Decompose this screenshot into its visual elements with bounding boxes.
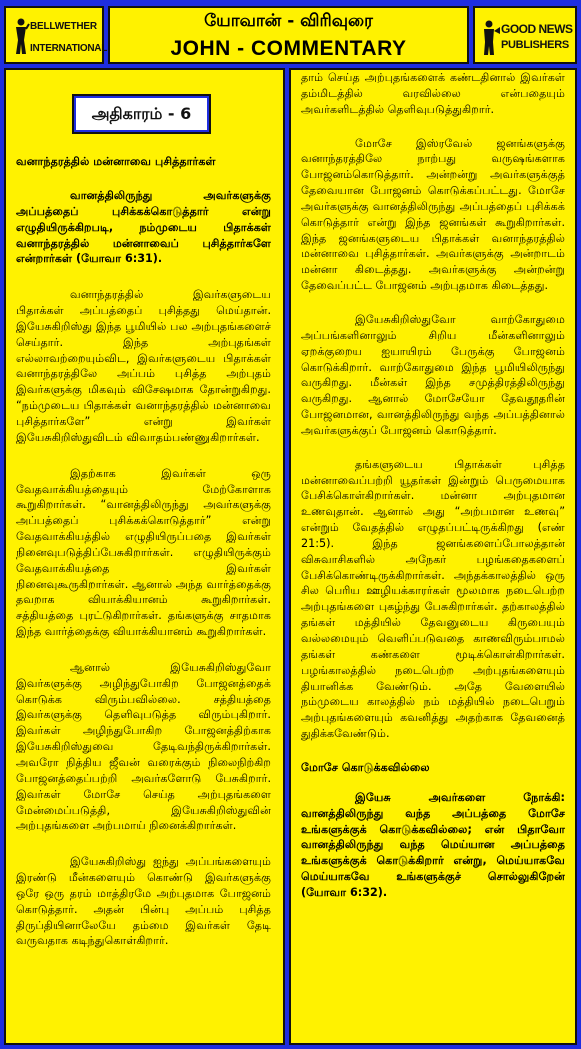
logo-left-line2: INTERNATIONAL — [30, 43, 108, 54]
scripture-quote-6-31: வானத்திலிருந்து அவர்களுக்கு அப்பத்தைப் புசிக்கக்கொடுத்தார் என்று எழுதியிருக்கிறபடி, நம்முடைய பிதாக்கள் வனாந்தரத்தில் மன்னாவைப் புசித்தார்களே என்றார்கள் (யோவா 6:31). — [16, 189, 271, 266]
title-box — [108, 6, 469, 64]
herald-icon — [481, 19, 501, 57]
right-column — [289, 68, 577, 1045]
good-news-logo — [473, 6, 577, 64]
logo-right-line2: PUBLISHERS — [501, 39, 569, 51]
scripture-quote-6-32: இயேசு அவர்களை நோக்கி: வானத்திலிருந்து வந்த அப்பத்தை மோசே உங்களுக்குக் கொடுக்கவில்லை; என் பிதாவோ வானத்திலிருந்து வந்த மெய்யான அப்பத்தை உங்களுக்குக் கொடுக்கிறார் என்று, மெய்யாகவே மெய்யாகவே உங்களுக்குச் சொல்லுகிறேன் (யோவா 6:32). — [301, 790, 565, 899]
logo-right-line1: GOOD NEWS — [501, 22, 573, 36]
paragraph: ஆனால் இயேசுகிறிஸ்துவோ இவர்களுக்கு அழிந்துபோகிற போஜனத்தைக் கொடுக்க விரும்பவில்லை. சத்தியத்தை இவர்களுக்கு தெளிவுபடுத்த விரும்புகிறார். இவர்கள் அழிந்துபோகிற போஜனத்திற்காக இயேசுகிறிஸ்துவை தேடிவந்திருக்கிறார்கள். அவரோ நித்திய ஜீவன் வரைக்கும் நிலைநிற்கிற போஜனத்தைப்பற்றி அவர்களோடு பேசுகிறார். இவர்கள் மோசே செய்த அற்புதங்களை மேன்மைப்படுத்தி, இயேசுகிறிஸ்துவின் அற்புதங்களை அற்பமாய் நினைக்கிறார்கள். — [16, 660, 271, 833]
figure-icon — [12, 18, 30, 56]
section-heading-moses: மோசே கொடுக்கவில்லை — [301, 760, 430, 774]
chapter-label: அதிகாரம் - 6 — [74, 96, 209, 132]
paragraph: மோசே இஸ்ரவேல் ஜனங்களுக்கு வனாந்தரத்திலே நாற்பது வருஷங்களாக போஜனம்கொடுத்தார். அன்றன்று அவர்களுக்குத் தேவையான போஜனம் கொடுக்கப்பட்டது. மோசே அவர்களுக்கு வானத்திலிருந்து அப்பத்தைப் புசிக்கக் கொடுத்தார் என்று இந்த ஜனங்கள் கூறுகிறார்கள். இந்த ஜனங்களுடைய பிதாக்கள் வனாந்தரத்தில் மன்னாவை புசித்தார்கள். அவர்களுக்கு அன்றாடம் மன்னா கிடைத்தது. அவர்களுக்கு அன்றன்று தேவைப்பட்ட போஜனம் அற்புதமாக கிடைத்தது. — [301, 136, 565, 293]
paragraph: தாம் செய்த அற்புதங்களைக் கண்டதினால் இவர்கள் தம்மிடத்தில் வரவில்லை என்பதையும் அவர்களிடத்தில் தெளிவுபடுத்துகிறார். — [301, 71, 565, 116]
section-heading-manna: வனாந்தரத்தில் மன்னாவை புசித்தார்கள் — [16, 155, 216, 168]
bellwether-logo — [4, 6, 108, 64]
title-english: JOHN - COMMENTARY — [170, 37, 407, 60]
paragraph: இயேசுகிறிஸ்துவோ வாற்கோதுமை அப்பங்களினாலும் சிறிய மீன்களினாலும் ஏறக்குறைய ஐயாயிரம் பேருக்கு போஜனம் கொடுக்கிறார். வாற்கோதுமை இந்த பூமியிலிருந்து வருகிறது. மீன்கள் இந்த சமுத்திரத்திலிருந்து வருகிறது. ஆனால் மோசேயோ தேவதூதரின் போஜனமான, வானத்திலிருந்து வந்த அப்பத்தினால் அவர்களுக்குப் போஜனம் கொடுத்தார். — [301, 312, 565, 437]
paragraph: இதற்காக இவர்கள் ஒரு வேதவாக்கியத்தையும் மேற்கோளாக கூறுகிறார்கள். “வானத்திலிருந்து அவர்களுக்கு அப்பத்தைப் புசிக்கக்கொடுத்தார்” என்று வேதவாக்கியத்தில் எழுதியிருப்பதை இவர்கள் நினைவுபடுத்திப்பேசுகிறார்கள். எழுதியிருக்கும் வேதவாக்கியத்தை இவர்கள் நினைவுகூருகிறார்கள். ஆனால் அந்த வார்த்தைக்கு தவறாக வியாக்கியானம் கூறுகிறார்கள். சத்தியத்தை புரட்டுகிறார்கள். தங்களுக்கு சாதமாக இந்த வார்த்தைக்கு வியாக்கியானம் கூறுகிறார்கள். — [16, 466, 271, 639]
logo-left-line1: BELLWETHER — [30, 21, 97, 32]
paragraph: இயேசுகிறிஸ்து ஐந்து அப்பங்களையும் இரண்டு மீன்களையும் கொண்டு இவர்களுக்கு ஒரே ஒரு தரம் மாத்திரமே அற்புதமாக போஜனம் கொடுத்தார். அதன் பின்பு அப்பம் புசித்த திருப்தியினாலேயே தம்மை இவர்கள் தேடி வருவதாக கடிந்துகொள்கிறார். — [16, 855, 271, 948]
title-tamil: யோவான் - விரிவுரை — [204, 11, 373, 31]
paragraph: தங்களுடைய பிதாக்கள் புசித்த மன்னாவைப்பற்றி யூதர்கள் இன்றும் பெருமையாக பேசிக்கொள்கிறார்கள். மன்னா அற்புதமான உணவுதான். ஆனால் அது “அற்பமான உணவு” என்றும் வேதத்தில் எழுதப்பட்டிருக்கிறது (எண் 21:5). இந்த ஜனங்களைப்போலத்தான் விசுவாசிகளில் அநேகர் பழங்கதைகளைப் பேசிக்கொண்டிருக்கிறார்கள். அந்தக்காலத்தில் ஒரு சில பெரிய ஊழியக்காரர்கள் மூலமாக நடைபெற்ற அற்புதங்களை புகழ்ந்து பேசுகிறார்கள். தற்காலத்தில் தங்கள் மத்தியில் தேவனுடைய கிருபையும் வல்லமையும் வெளிப்படுவதை காணவிரும்பாமல் தங்கள் கண்களை மூடிக்கொள்கிறார்கள். பழங்காலத்தில் நடைபெற்ற அற்புதங்களையும் தியானிக்க வேண்டும். அதே வேளையில் நம்முடைய காலத்தில் நம் மத்தியில் நடைபெறும் அற்புதங்களையும் கவனித்து அதற்காக தேவனைத் துதிக்கவேண்டும். — [301, 457, 565, 741]
header — [4, 6, 577, 64]
left-column — [4, 68, 285, 1045]
paragraph: வனாந்தரத்தில் இவர்களுடைய பிதாக்கள் அப்பத்தைப் புசித்தது மெய்தான். இயேசுகிறிஸ்து இந்த பூமியில் பல அற்புதங்களைச் செய்தார். இந்த அற்புதங்கள் எல்லாவற்றையும்விட, இவர்களுடைய பிதாக்கள் வனாந்தரத்திலே அப்பம் புசித்த அற்புதம் இவர்களுக்கு மிகவும் விசேஷமாக தோன்றுகிறது. “நம்முடைய பிதாக்கள் வனாந்தரத்தில் மன்னாவை புசித்தார்களே” என்று இவர்கள் இயேசுகிறிஸ்துவிடம் விவாதம்பண்ணுகிறார்கள். — [16, 288, 271, 444]
